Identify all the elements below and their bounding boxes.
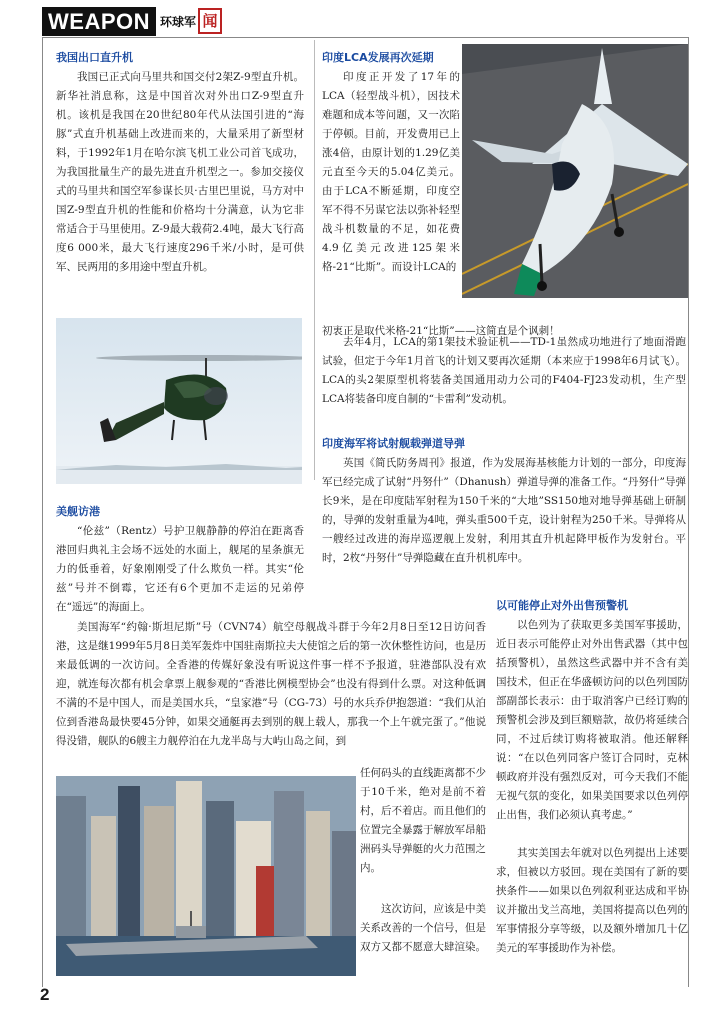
frame-top-rule <box>42 37 688 38</box>
hongkong-body-3: 任何码头的直线距离都不少于10千米，绝对是前不着村，后不着店。而且他们的位置完全暴露于解放军昂船洲码头导弹艇的火力范围之内。 <box>360 767 486 874</box>
column-divider <box>314 40 315 480</box>
frame-right-rule <box>688 37 689 987</box>
israel-body-2: 其实美国去年就对以色列提出上述要求，但被以方驳回。现在美国有了新的要挟条件——如果以色列叙利亚达成和平协议并撤出戈兰高地，美国将提高以色列的军事情报分享等级，以及额外增加几十亿美元的军事援助作为补偿。 <box>496 847 688 954</box>
page-number: 2 <box>40 985 50 1004</box>
missile-heading: 印度海军将试射舰载弹道导弹 <box>322 437 465 450</box>
masthead-title-cn: 环球军 <box>160 14 197 29</box>
masthead-seal: 闻 <box>198 8 222 34</box>
hongkong-photo <box>56 776 356 976</box>
missile-body: 英国《简氏防务周刊》报道，作为发展海基核能力计划的一部分，印度海军已经完成了试射“丹努什”（Dhanush）弹道导弹的准备工作。“丹努什”导弹长9米，是在印度陆军射程为150千米的“大地”SS150地对地导弹基础上研制的，导弹的发射重量为4吨，弹头重500千克，设计射程为250千米。导弹将从一艘经过改进的海岸巡逻舰上发射，利用其直升机起降甲板作为发射台。平时，2枚“丹努什”导弹隐藏在直升机机库中。 <box>322 457 686 564</box>
helicopter-photo <box>56 318 302 484</box>
hongkong-heading: 美舰访港 <box>56 505 100 518</box>
lca-heading: 印度LCA发展再次延期 <box>322 51 434 64</box>
lca-body-wide-2: 去年4月，LCA的第1架技术验证机——TD-1虽然成功地进行了地面滑跑试验，但定于今年1月首飞的计划又要再次延期（本来应于1998年6月试飞）。LCA的头2架原型机将装备美国通用动力公司的F404-FJ23发动机，生产型LCA将装备印度自制的“卡雷利”发动机。 <box>322 336 686 405</box>
masthead <box>42 6 222 36</box>
israel-body-1: 以色列为了获取更多美国军事援助，近日表示可能停止对外出售武器（其中包括预警机），虽然这些武器中并不含有美国技术，但正在华盛顿访问的以色列国防部副部长表示：由于取消客户已经订购的预警机会涉及到巨额赔款，故仍将延续合同，不过后续订购将被取消。他还解释说：“在以色列同客户签订合同时，克林顿政府并没有强烈反对，可今天我们不能无视气氛的变化，如果美国要求以色列停止出售，我们必须认真考虑。” <box>496 619 688 821</box>
frame-left-rule <box>42 37 43 987</box>
helicopter-heading: 我国出口直升机 <box>56 51 133 64</box>
hongkong-body-2: 美国海军“约翰·斯坦尼斯”号（CVN74）航空母舰战斗群于今年2月8日至12日访问香港，这是继1999年5月8日美军轰炸中国驻南斯拉夫大使馆之后的第一次休整性访问，也是历来最低调的一次访问。全香港的传媒好象没有听说这件事一样不予报道，驻港部队没有欢迎，就连每次都有机会拿票上舰参观的“香港比例模型协会”也没有得到什么票。对这种低调不满的不是中国人，而是美国水兵，“皇家港”号（CG-73）号的水兵乔伊抱怨道：“我们从泊位到香港岛最快要45分钟，如果交通艇再去到别的舰上载人，那我一个上午就完蛋了。”他说得没错，舰队的6艘主力舰停泊在九龙半岛与大屿山岛之间，到 <box>56 621 486 747</box>
israel-heading: 以可能停止对外出售预警机 <box>496 599 628 612</box>
hongkong-body-4: 这次访问，应该是中美关系改善的一个信号，但是双方又都不愿意大肆渲染。 <box>360 903 486 953</box>
lca-body-narrow: 印度正开发了17年的LCA（轻型战斗机），因技术难题和成本等问题，又一次陷于停顿。目前，开发费用已上涨4倍，由原计划的1.29亿美元直至今天的5.04亿美元。由于LCA不断延期，印度空军不得不另谋它法以弥补轻型战斗机数量的不足，如花费4.9亿美元改进125架米格-21“比斯”。而设计LCA的 <box>322 71 460 273</box>
lca-photo <box>462 44 688 298</box>
lca-body-wide-1: 初衷正是取代米格-21“比斯”——这简直是个讽刺！ <box>322 325 560 337</box>
hongkong-body-1: “伦兹”（Rentz）号护卫舰静静的停泊在距离香港回归典礼主会场不远处的水面上，舰尾的星条旗无力的低垂着，好象刚刚受了什么欺负一样。其实“伦兹”号并不倒霉，它还有6个更加不走运的兄弟停在“遥远”的海面上。 <box>56 525 304 613</box>
masthead-title-en: WEAPON <box>42 7 156 36</box>
helicopter-body: 我国已正式向马里共和国交付2架Z-9型直升机。新华社消息称，这是中国首次对外出口Z-9型直升机。该机是我国在20世纪80年代从法国引进的“海豚”式直升机基础上改进而来的，大量采用了新型材料，于1992年1月在哈尔滨飞机工业公司首飞成功，为我国批量生产的最先进直升机型之一。参加交接仪式的马里共和国空军参谋长贝·古里巴里说，马方对中国Z-9型直升机的性能和价格均十分满意，认为它非常适合于马里使用。Z-9最大载荷2.4吨，最大飞行高度6 000米，最大飞行速度296千米/小时，是可供军、民两用的多用途中型直升机。 <box>56 71 304 273</box>
